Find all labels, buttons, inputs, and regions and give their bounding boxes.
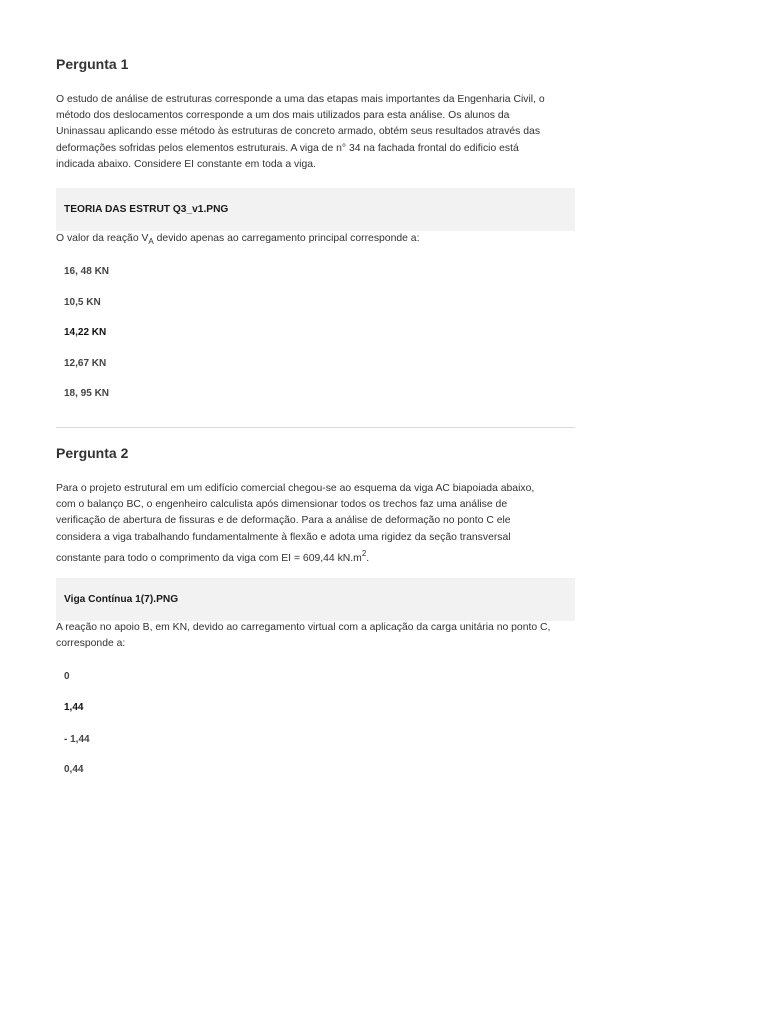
answer-option[interactable]: 16, 48 KN <box>64 266 110 277</box>
statement-line: considera a viga trabalhando fundamentalmente à flexão e adota uma rigidez da seção transversal <box>56 531 511 543</box>
answer-option-selected[interactable]: 1,44 <box>64 702 84 713</box>
attachment-filename[interactable]: TEORIA DAS ESTRUT Q3_v1.PNG <box>64 204 229 215</box>
statement-line: indicada abaixo. Considere EI constante em toda a viga. <box>56 158 316 170</box>
answer-option[interactable]: 0,44 <box>64 764 84 775</box>
question-1-prompt <box>56 231 575 250</box>
prompt-line: corresponde a: <box>56 638 126 650</box>
statement-line: Uninassau aplicando esse método às estruturas de concreto armado, obtém seus resultados através das <box>56 126 541 138</box>
answer-option[interactable]: 10,5 KN <box>64 297 101 308</box>
statement-line: com o balanço BC, o engenheiro calculista após dimensionar todos os trechos faz uma análise de <box>56 499 508 511</box>
attachment-filename[interactable]: Viga Contínua 1(7).PNG <box>64 594 179 605</box>
prompt-line: A reação no apoio B, em KN, devido ao carregamento virtual com a aplicação da carga unitária no ponto C, <box>56 622 551 633</box>
statement-line: verificação de abertura de fissuras e de deformação. Para a análise de deformação no ponto C ele <box>56 515 511 527</box>
question-divider <box>56 427 575 428</box>
question-2-attachment[interactable] <box>56 578 575 621</box>
question-2-statement <box>56 481 575 567</box>
answer-option[interactable]: - 1,44 <box>64 734 90 745</box>
statement-line: método dos deslocamentos corresponde a um dos mais utilizados para esta análise. Os alunos da <box>56 110 510 122</box>
statement-line: O estudo de análise de estruturas corresponde a uma das etapas mais importantes da Engenharia Civil, o <box>56 94 545 105</box>
question-2-title: Pergunta 2 <box>56 445 129 461</box>
answer-option[interactable]: 0 <box>64 671 70 682</box>
prompt-text-end: devido apenas ao carregamento principal corresponde a: <box>153 233 420 244</box>
statement-text: constante para todo o comprimento da viga com EI = 609,44 kN.m <box>56 552 362 564</box>
answer-option[interactable]: 12,67 KN <box>64 358 107 369</box>
answer-option-selected[interactable]: 14,22 KN <box>64 327 107 338</box>
question-2-prompt <box>56 620 575 652</box>
statement-line-last <box>56 546 575 567</box>
statement-line: Para o projeto estrutural em um edifício comercial chegou-se ao esquema da viga AC biapoiada abaixo, <box>56 483 535 494</box>
question-1-statement <box>56 92 575 173</box>
question-1-attachment[interactable] <box>56 188 575 231</box>
statement-line: deformações sofridas pelos elementos estruturais. A viga de n° 34 na fachada frontal do edificio está <box>56 142 519 154</box>
prompt-subscript: A <box>148 237 154 246</box>
answer-option[interactable]: 18, 95 KN <box>64 388 110 399</box>
statement-text-end: . <box>366 552 370 564</box>
superscript: 2 <box>361 548 367 558</box>
question-1-title: Pergunta 1 <box>56 56 129 72</box>
prompt-text: O valor da reação V <box>56 233 149 244</box>
